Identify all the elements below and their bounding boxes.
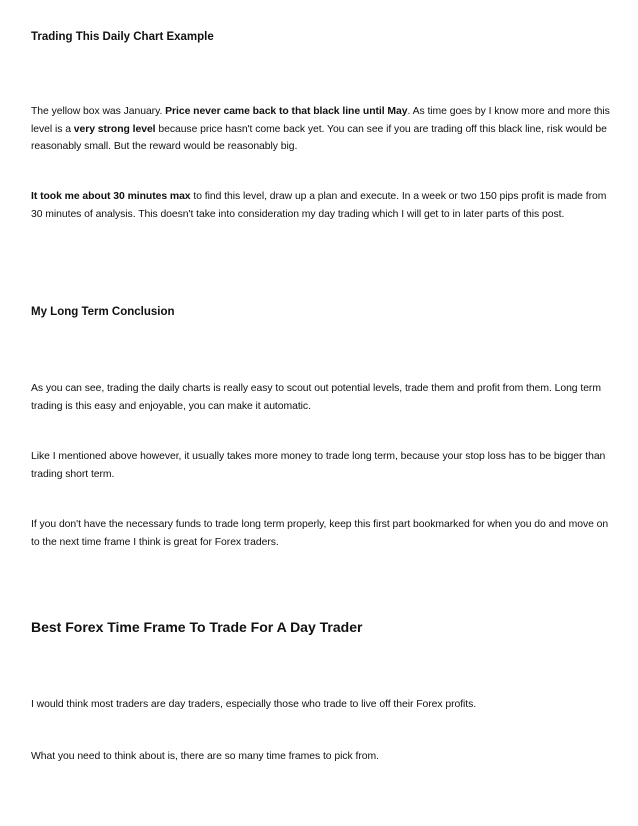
heading-day-trader: Best Forex Time Frame To Trade For A Day Trader <box>31 619 363 635</box>
paragraph-most-traders: I would think most traders are day traders, especially those who trade to live off their Forex profits. <box>31 699 477 710</box>
paragraph-yellow-box <box>31 103 611 156</box>
paragraph-30-minutes <box>31 188 611 223</box>
heading-daily-chart-example: Trading This Daily Chart Example <box>31 31 214 43</box>
text-span: to find this level, draw up a plan and execute. In a week or two 150 pips profit is made from 30 minutes of analysis. This doesn't take into consideration my day trading which I will get to in later parts of this post. <box>31 191 607 220</box>
text-span: The yellow box was January. <box>31 106 163 117</box>
text-span: . As time goes by I know more and more this level is a <box>31 106 610 135</box>
paragraph-time-frames: What you need to think about is, there are so many time frames to pick from. <box>31 751 379 762</box>
bold-text: It took me about 30 minutes max <box>31 191 191 202</box>
heading-long-term-conclusion: My Long Term Conclusion <box>31 306 175 318</box>
paragraph-daily-charts-easy: As you can see, trading the daily charts is really easy to scout out potential levels, trade them and profit from them. Long term trading is this easy and enjoyable, you can make it automatic. <box>31 383 601 412</box>
paragraph-funds: If you don't have the necessary funds to trade long term properly, keep this first part bookmarked for when you do and move on to the next time frame I think is great for Forex traders. <box>31 519 609 548</box>
text-span: because price hasn't come back yet. You can see if you are trading off this black line, risk would be reasonably small. But the reward would be reasonably big. <box>31 123 607 152</box>
bold-text: very strong level <box>73 123 156 135</box>
bold-text: Price never came back to that black line until May <box>165 106 408 117</box>
paragraph-more-money: Like I mentioned above however, it usually takes more money to trade long term, because your stop loss has to be bigger than trading short term. <box>31 451 606 480</box>
